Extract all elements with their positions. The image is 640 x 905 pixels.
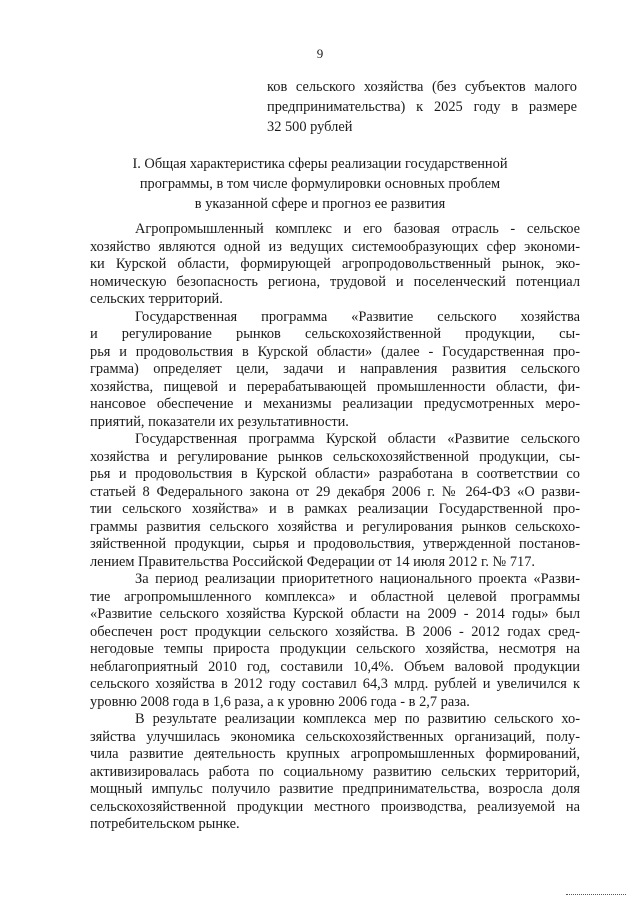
paragraph-line: статьей 8 Федерального закона от 29 декабря 2006 г. № 264-ФЗ «О разви- — [90, 483, 580, 500]
paragraph-line: зяйственной продукции, сырья и продовольствия, утвержденной постанов- — [90, 536, 580, 552]
footer-mark — [566, 894, 626, 897]
paragraph-line: тии сельского хозяйства» и в рамках реализации Государственной про- — [90, 501, 580, 517]
paragraph-line: «Развитие сельского хозяйства Курской области на 2009 - 2014 годы» был — [90, 606, 580, 622]
intro-line: предпринимательства) к 2025 году в размере — [267, 99, 577, 115]
paragraph — [90, 309, 580, 432]
paragraph-line: зяйства улучшилась экономика сельскохозяйственных организаций, полу- — [90, 728, 580, 745]
paragraph-line: хозяйства, пищевой и перерабатывающей промышленности области, фи- — [90, 378, 580, 395]
paragraph-line: За период реализации приоритетного национального проекта «Разви- — [135, 571, 580, 587]
heading-line: I. Общая характеристика сферы реализации государственной — [132, 156, 508, 172]
section-heading — [110, 154, 530, 214]
paragraph-line: рья и продовольствия в Курской области» разработана в соответствии со — [90, 466, 580, 482]
page-number: 9 — [316, 46, 324, 61]
paragraph-line: нансовое обеспечение и механизмы реализации предусмотренных меро- — [90, 396, 580, 412]
paragraph-line: Государственная программа «Развитие сельского хозяйства — [135, 308, 580, 325]
intro-continuation — [267, 77, 577, 137]
paragraph-line: сельскохозяйственной продукции местного производства, реализуемой на — [90, 798, 580, 815]
paragraph-line: хозяйства и регулирование рынков сельскохозяйственной продукции, сы- — [90, 448, 580, 465]
paragraph-line: номическую безопасность региона, трудовой и поселенческий потенциал — [90, 273, 580, 290]
body-text — [90, 221, 580, 834]
paragraph-line: и регулирование рынков сельскохозяйственной продукции, сы- — [90, 326, 580, 342]
paragraph-line: обеспечен рост продукции сельского хозяйства. В 2006 - 2012 годах сред- — [90, 623, 580, 640]
paragraph-line: граммы развития сельского хозяйства и регулирования рынков сельскохо- — [90, 518, 580, 535]
paragraph-line: потребительском рынке. — [90, 816, 240, 832]
paragraph-line: тие агропромышленного комплекса» и областной целевой программы — [90, 588, 580, 605]
paragraph-line: Государственная программа Курской области «Развитие сельского — [135, 431, 580, 447]
paragraph-line: активизировалась работа по социальному развитию сельских территорий, — [90, 763, 580, 780]
paragraph-line: мощный импульс получило развитие предпринимательства, возросла доля — [90, 781, 580, 797]
paragraph — [90, 221, 580, 309]
paragraph-line: Агропромышленный комплекс и его базовая отрасль - сельское — [135, 221, 580, 237]
paragraph-line: чила развитие деятельность крупных агропромышленных формирований, — [90, 746, 580, 762]
paragraph-line: сельских территорий. — [90, 291, 223, 307]
paragraph-line: хозяйство являются одной из ведущих системообразующих сфер экономи- — [90, 238, 580, 255]
heading-line: программы, в том числе формулировки основных проблем — [139, 176, 501, 192]
paragraph-line: уровню 2008 года в 1,6 раза, а к уровню 2006 года - в 2,7 раза. — [90, 693, 470, 710]
paragraph-line: рья и продовольствия в Курской области» (далее - Государственная про- — [90, 343, 580, 360]
paragraph — [90, 711, 580, 834]
paragraph-line: сельского хозяйства в 2012 году составил 64,3 млрд. рублей и увеличился к — [90, 676, 580, 692]
paragraph-line: неблагоприятный 2010 год, составили 10,4%. Объем валовой продукции — [90, 658, 580, 675]
paragraph-line: лением Правительства Российской Федерации от 14 июля 2012 г. № 717. — [90, 553, 536, 570]
paragraph-line: приятий, показатели их результативности. — [90, 413, 349, 430]
paragraph — [90, 571, 580, 711]
paragraph-line: грамма) определяет цели, задачи и направления развития сельского — [90, 361, 580, 377]
heading-line: в указанной сфере и прогноз ее развития — [194, 196, 446, 212]
intro-line: ков сельского хозяйства (без субъектов малого — [267, 79, 577, 95]
intro-line: 32 500 рублей — [267, 119, 353, 135]
paragraph — [90, 431, 580, 571]
paragraph-line: ки Курской области, формирующей агропродовольственный рынок, эко- — [90, 256, 580, 272]
paragraph-line: В результате реализации комплекса мер по развитию сельского хо- — [135, 711, 580, 727]
paragraph-line: негодовые темпы прироста продукции сельского хозяйства, несмотря на — [90, 641, 580, 657]
